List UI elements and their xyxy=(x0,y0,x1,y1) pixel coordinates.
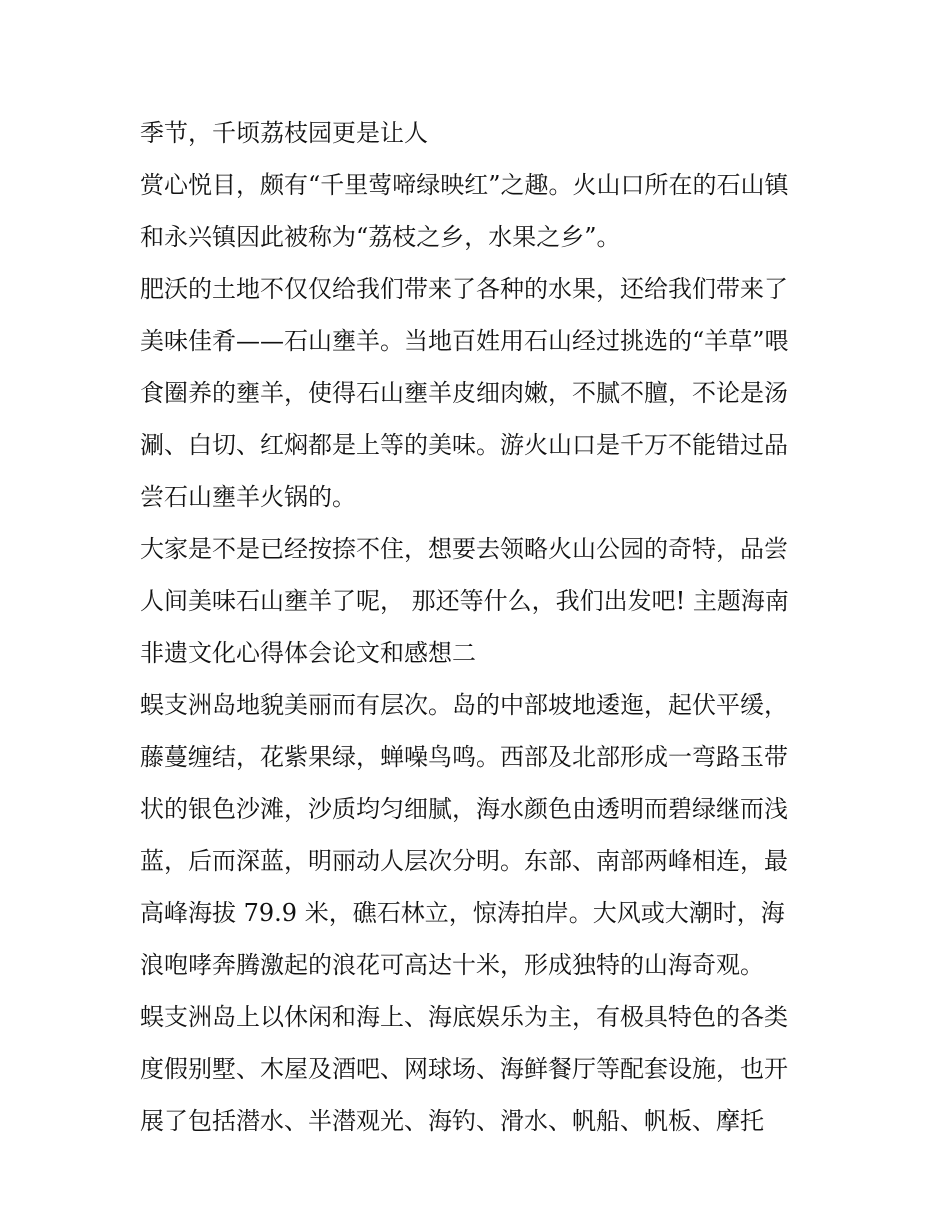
text-line: 高峰海拔 79.9 米，礁石林立，惊涛拍岸。大风或大潮时，海 xyxy=(140,899,785,927)
text-line: 涮、白切、红焖都是上等的美味。游火山口是千万不能错过品 xyxy=(140,431,788,459)
text-line: 大家是不是已经按捺不住，想要去领略火山公园的奇特，品尝 xyxy=(140,535,788,563)
body-text xyxy=(140,107,820,1147)
text-line: 状的银色沙滩，沙质均匀细腻，海水颜色由透明而碧绿继而浅 xyxy=(140,795,788,823)
text-line: 藤蔓缠结，花紫果绿，蝉噪鸟鸣。西部及北部形成一弯路玉带 xyxy=(140,743,788,771)
text-line: 非遗文化心得体会论文和感想二 xyxy=(140,639,476,667)
text-line: 蜈支洲岛地貌美丽而有层次。岛的中部坡地逶迤，起伏平缓， xyxy=(140,691,788,719)
text-line: 展了包括潜水、半潜观光、海钓、滑水、帆船、帆板、摩托 xyxy=(140,1107,764,1135)
text-line: 季节，千顷荔枝园更是让人 xyxy=(140,119,428,147)
text-line: 蓝，后而深蓝，明丽动人层次分明。东部、南部两峰相连，最 xyxy=(140,847,788,875)
text-line: 美味佳肴——石山壅羊。当地百姓用石山经过挑选的“羊草”喂 xyxy=(140,327,789,355)
text-line: 赏心悦目，颇有“千里莺啼绿映红”之趣。火山口所在的石山镇 xyxy=(140,171,789,199)
text-line: 人间美味石山壅羊了呢， 那还等什么，我们出发吧! 主题海南 xyxy=(140,587,789,615)
text-line: 蜈支洲岛上以休闲和海上、海底娱乐为主，有极具特色的各类 xyxy=(140,1003,788,1031)
text-line: 尝石山壅羊火锅的。 xyxy=(140,483,356,511)
text-line: 度假别墅、木屋及酒吧、网球场、海鲜餐厅等配套设施，也开 xyxy=(140,1055,788,1083)
text-line: 浪咆哮奔腾激起的浪花可高达十米，形成独特的山海奇观。 xyxy=(140,951,764,979)
text-line: 食圈养的壅羊，使得石山壅羊皮细肉嫩，不腻不膻，不论是汤 xyxy=(140,379,788,407)
text-line: 肥沃的土地不仅仅给我们带来了各种的水果，还给我们带来了 xyxy=(140,275,788,303)
text-line: 和永兴镇因此被称为“荔枝之乡，水果之乡”。 xyxy=(140,223,621,251)
